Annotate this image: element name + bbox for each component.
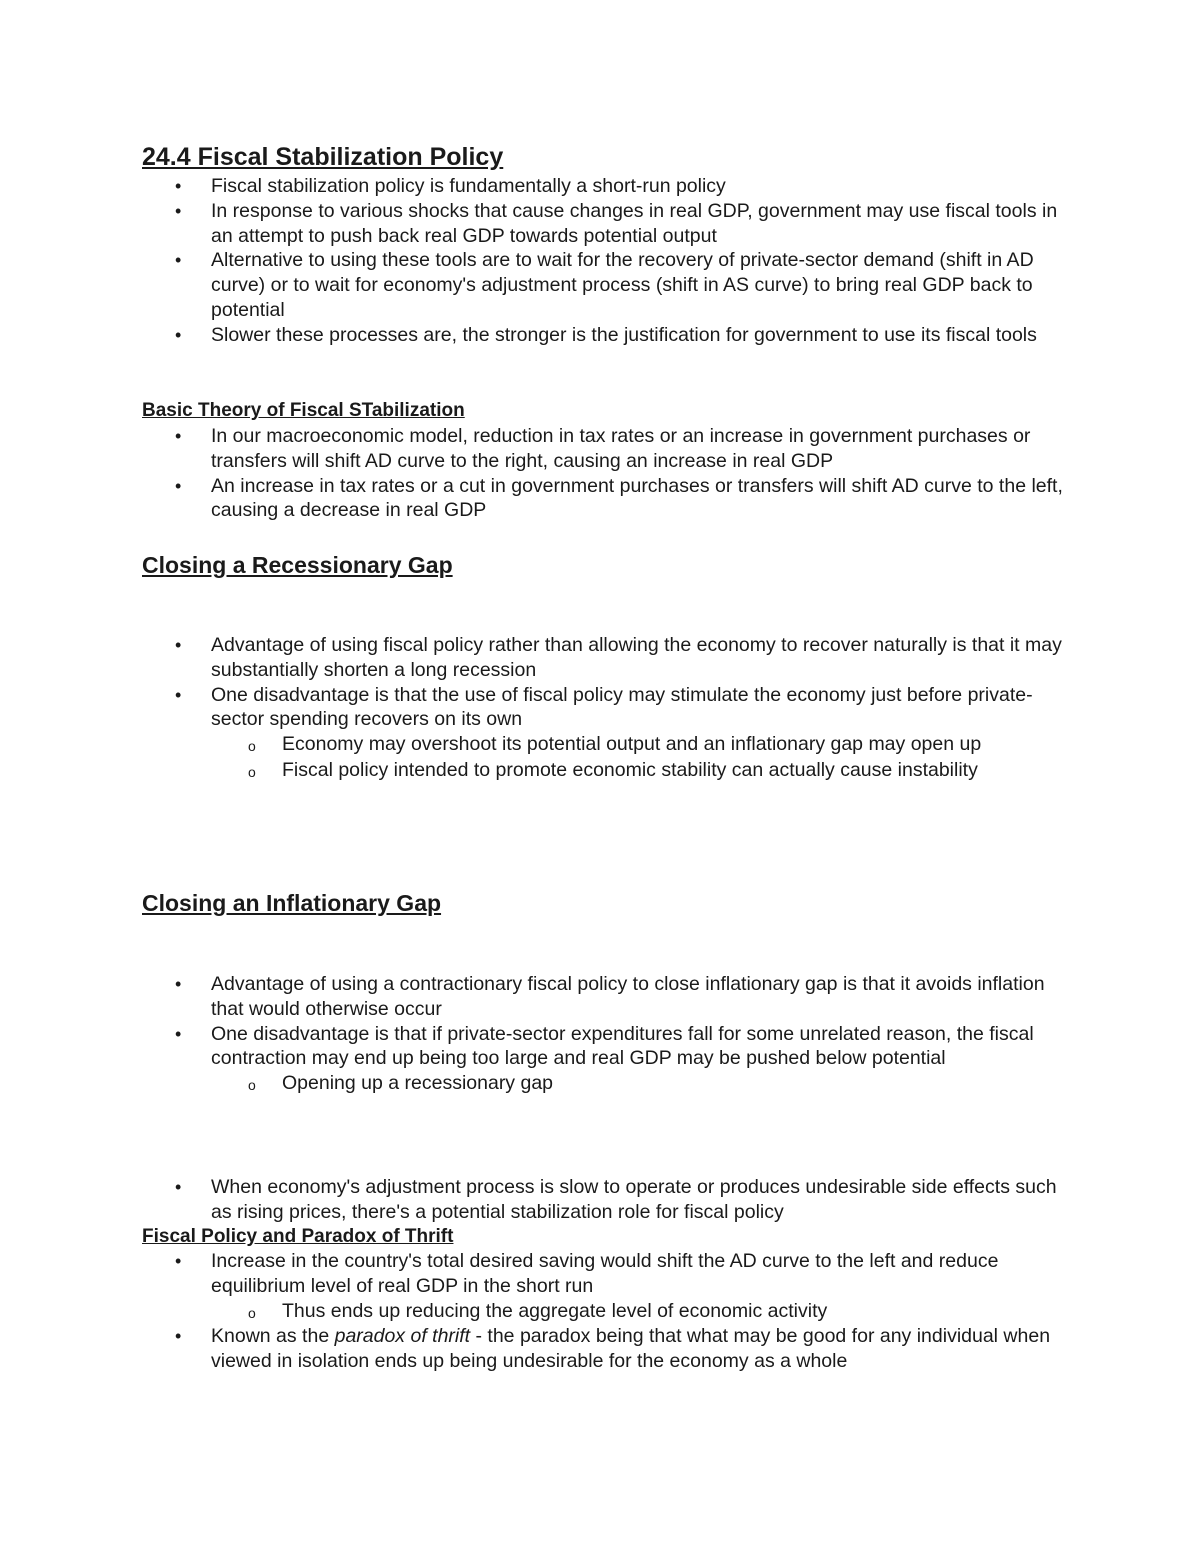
- inflationary-list: [142, 972, 1072, 1097]
- list-item: • Alternative to using these tools are to wait for the recovery of private-sector demand (shift in AD curve) or to wait for economy's adjustment process (shift in AS curve) to bring real GDP back to potential: [175, 249, 1034, 321]
- list-item: • Fiscal stabilization policy is fundamentally a short-run policy: [175, 175, 726, 197]
- bullet-icon: •: [175, 200, 182, 221]
- basic-theory-list: [142, 424, 1072, 523]
- sub-list-item: o Fiscal policy intended to promote economic stability can actually cause instability: [142, 758, 1072, 784]
- bullet-icon: •: [175, 475, 182, 496]
- list-item: • An increase in tax rates or a cut in government purchases or transfers will shift AD curve to the left, causing a decrease in real GDP: [175, 474, 1063, 522]
- list-item: • One disadvantage is that if private-sector expenditures fall for some unrelated reason, the fiscal contraction may end up being too large and real GDP may be pushed below potential: [175, 1022, 1034, 1070]
- list-item: • Increase in the country's total desired saving would shift the AD curve to the left and reduce equilibrium level of real GDP in the short run: [175, 1250, 999, 1297]
- bullet-icon: •: [175, 1251, 182, 1271]
- page-title: 24.4 Fiscal Stabilization Policy: [142, 143, 504, 171]
- list-item: • One disadvantage is that the use of fiscal policy may stimulate the economy just before private-sector spending recovers on its own: [175, 683, 1033, 731]
- section-heading-basic-theory: Basic Theory of Fiscal STabilization: [142, 400, 465, 421]
- sub-bullet-icon: o: [248, 1077, 256, 1094]
- bullet-icon: •: [175, 1023, 182, 1044]
- list-item: • When economy's adjustment process is slow to operate or produces undesirable side effects such as rising prices, there's a potential stabilization role for fiscal policy: [175, 1176, 1057, 1223]
- sub-bullet-icon: o: [248, 1304, 256, 1321]
- list-item: • In our macroeconomic model, reduction in tax rates or an increase in government purchases or transfers will shift AD curve to the right, causing an increase in real GDP: [175, 425, 1031, 472]
- bullet-icon: •: [175, 250, 182, 271]
- list-item: • Advantage of using a contractionary fiscal policy to close inflationary gap is that it avoids inflation that would otherwise occur: [175, 973, 1045, 1020]
- sub-list-item: o Economy may overshoot its potential output and an inflationary gap may open up: [142, 732, 1072, 758]
- thrift-list: [142, 1249, 1072, 1374]
- sub-list-item: o Opening up a recessionary gap: [142, 1071, 1072, 1097]
- bullet-icon: •: [175, 426, 182, 446]
- section-heading-recessionary: Closing a Recessionary Gap: [142, 552, 453, 578]
- section-heading-inflationary: Closing an Inflationary Gap: [142, 890, 442, 916]
- bullet-icon: •: [175, 974, 182, 994]
- intro-list: [142, 174, 1072, 348]
- section-heading-paradox-of-thrift: Fiscal Policy and Paradox of Thrift: [142, 1226, 454, 1247]
- list-item: • Advantage of using fiscal policy rather than allowing the economy to recover naturally is that it may substantially shorten a long recession: [175, 634, 1062, 681]
- bullet-icon: •: [175, 1326, 182, 1347]
- stabilization-role-list: [142, 1175, 1072, 1225]
- recessionary-list: [142, 633, 1072, 783]
- list-item: • In response to various shocks that cause changes in real GDP, government may use fiscal tools in an attempt to push back real GDP towards potential output: [175, 199, 1058, 247]
- sub-list-item: o Thus ends up reducing the aggregate level of economic activity: [142, 1299, 1072, 1325]
- bullet-icon: •: [175, 176, 182, 196]
- bullet-icon: •: [175, 635, 182, 655]
- bullet-icon: •: [175, 684, 182, 705]
- list-item: • Slower these processes are, the stronger is the justification for government to use its fiscal tools: [175, 323, 1037, 346]
- bullet-icon: •: [175, 1177, 182, 1197]
- sub-bullet-icon: o: [248, 738, 256, 755]
- paradox-term: paradox of thrift: [334, 1325, 471, 1348]
- list-item: • Known as the paradox of thrift - the paradox being that what may be good for any individual when viewed in isolation ends up being undesirable for the economy as a whole: [175, 1325, 1051, 1372]
- bullet-icon: •: [175, 324, 182, 345]
- sub-bullet-icon: o: [248, 763, 256, 780]
